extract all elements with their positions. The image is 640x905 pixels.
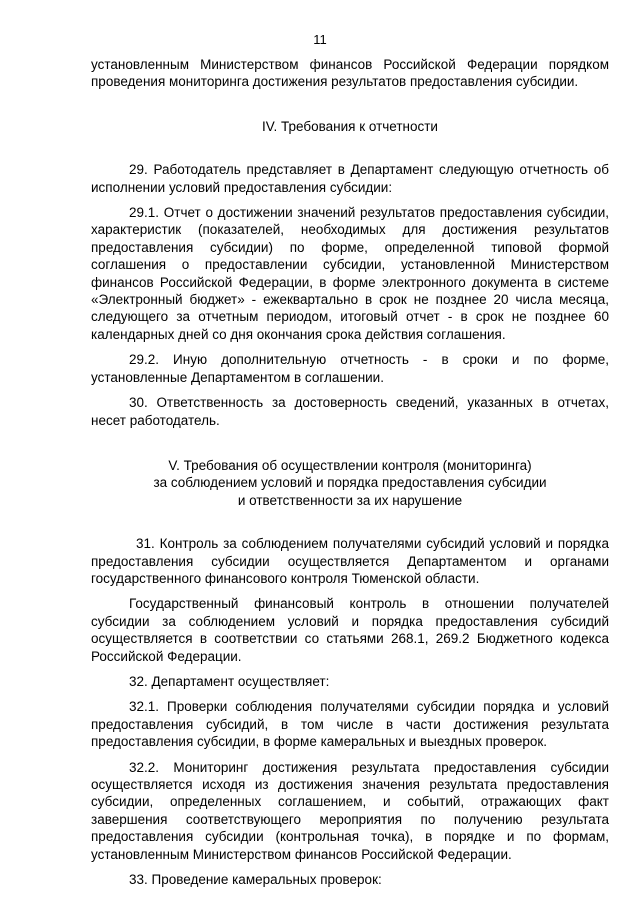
section-v-title [91,457,609,509]
paragraph-30: 30. Ответственность за достоверность сведений, указанных в отчетах, несет работодатель. [91,395,609,428]
paragraph-32: 32. Департамент осуществляет: [129,673,330,689]
paragraph-32-2: 32.2. Мониторинг достижения результата предоставления субсидии осуществляется исходя из достижения значения результата предоставления субсидии, определенных соглашением, и событий, отражающих факт завершения соответствующего мероприятия по получению результата предоставления субсидии (контрольная точка), в порядке и по формам, установленным Министерством финансов Российской Федерации. [91,759,609,862]
section-v-title-line-1: V. Требования об осуществлении контроля (мониторинга) [168,457,532,473]
paragraph-33: 33. Проведение камеральных проверок: [129,872,382,888]
document-body [91,56,609,888]
section-v-title-line-3: и ответственности за их нарушение [237,492,463,508]
paragraph-29-2: 29.2. Иную дополнительную отчетность - в сроки и по форме, установленные Департаментом в соглашении. [91,352,609,385]
page-number: 11 [313,32,327,47]
section-v-title-line-2: за соблюдением условий и порядка предоставления субсидии [153,475,547,491]
continuation-paragraph: установленным Министерством финансов Российской Федерации порядком проведения мониторинга достижения результатов предоставления субсидии. [91,57,609,90]
paragraph-31: 31. Контроль за соблюдением получателями субсидий условий и порядка предоставления субсидии осуществляется Департаментом и органами государственного финансового контроля Тюменской области. [91,536,609,586]
paragraph-29-1: 29.1. Отчет о достижении значений результатов предоставления субсидии, характеристик (показателей, необходимых для достижения результатов предоставления субсидии) по форме, определенной типовой формой соглашения о предоставлении субсидии, установленной Министерством финансов Российской Федерации, в форме электронного документа в системе «Электронный бюджет» - ежеквартально в срок не позднее 20 числа месяца, следующего за отчетным периодом, итоговый отчет - в срок не позднее 60 календарных дней со дня окончания срока действия соглашения. [91,205,609,342]
paragraph-29: 29. Работодатель представляет в Департамент следующую отчетность об исполнении условий предоставления субсидии: [91,162,609,195]
section-iv-title: IV. Требования к отчетности [262,118,438,134]
paragraph-32-1: 32.1. Проверки соблюдения получателями субсидии порядка и условий предоставления субсидий, в том числе в части достижения результата предоставления субсидии, в форме камеральных и выездных проверок. [91,699,609,750]
paragraph-31-state-control: Государственный финансовый контроль в отношении получателей субсидии за соблюдением условий и порядка предоставления субсидий осуществляется в соответствии со статьями 268.1, 269.2 Бюджетного кодекса Российской Федерации. [91,596,609,664]
